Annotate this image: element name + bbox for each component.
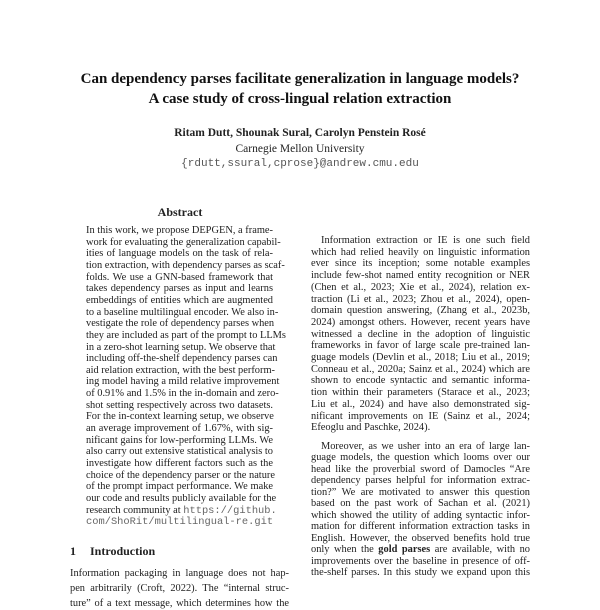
right-para1-line: nificant improvements on IE (Sainz et al., 2024; [311, 410, 530, 422]
abstract-lines-line: of 0.91% and 1.5% in the in-domain and zero- [86, 388, 279, 400]
right-para1-line: which had relied heavily on linguistic information [311, 246, 530, 258]
abstract-lines-line: in a zero-shot learning setup. We observe that [86, 341, 276, 353]
abstract-lines-line: ities of language models on the task of rela- [86, 248, 273, 260]
right-para1-line: ever since its inception; some notable examples [311, 258, 530, 270]
right-para2-line: Moreover, as we usher into an era of large lan- [321, 441, 530, 452]
right-para2-line: improvements over the baseline in presence of off- [311, 555, 530, 567]
right-para2-line: head like the proverbial sword of Damocles “Are [311, 463, 530, 475]
abstract-lines-line: takes dependency parses as input and learns [86, 283, 273, 295]
affiliation: Carnegie Mellon University [235, 143, 365, 155]
right-para1-line: domain question answering, (Zhang et al., 2023b, [311, 305, 530, 317]
right-para1-line: traction (Li et al., 2023; Zhou et al., 2024), open- [311, 293, 530, 305]
right-para2-line [311, 544, 530, 556]
bold-text: gold parses [378, 544, 431, 556]
abstract-lines-line: ing model having a mild relative improvement [86, 376, 280, 388]
right-para2-line: English. However, the observed benefits hold true [311, 532, 530, 544]
abstract-lines-line: also carry out extensive statistical analysis to [86, 446, 273, 458]
abstract-lines-line: shot setting respectively across two datasets. [86, 399, 273, 411]
text-segment: research community at [86, 504, 184, 516]
right-para2-line: mation for different information extraction tasks in [311, 521, 530, 533]
right-para2-line: dependency parses helpful for information extrac- [311, 475, 530, 487]
paper-title-line-2: A case study of cross-lingual relation extraction [148, 91, 452, 107]
abstract-lines-line: to a baseline multilingual encoder. We also in- [86, 306, 279, 318]
abstract-lines-line: folds. We use a GNN-based framework that [86, 271, 273, 283]
abstract-lines-line: an average improvement of 1.67%, with sig- [86, 423, 273, 435]
email: {rdutt,ssural,cprose}@andrew.cmu.edu [181, 158, 419, 170]
abstract-lines-line [86, 504, 277, 517]
right-para1-line: frameworks in favor of large scale pre-trained lan- [311, 340, 530, 352]
abstract-lines-line: of the prompt impact performance. We make [86, 481, 273, 493]
abstract-lines-line: choice of the dependency parser or the nature [86, 469, 275, 481]
abstract-lines-line: they are included as part of the prompt to LLMs [86, 329, 286, 341]
abstract-lines-line: embeddings of entities which are augmented [86, 294, 273, 306]
abstract-lines-line: including off-the-shelf dependency parses can [86, 353, 278, 365]
intro-heading: Introduction [90, 544, 156, 558]
paper-title-line-1: Can dependency parses facilitate generalization in language models? [80, 71, 520, 87]
right-para1-line: Conneau et al., 2020a; Sainz et al., 2024) which are [311, 363, 530, 375]
right-para1-line: Information extraction or IE is one such field [321, 235, 530, 246]
intro-lines-line: ture” of a text message, which determines how the [70, 598, 289, 609]
right-para1-line: tion within their parameters (Starace et al., 2023; [311, 387, 530, 399]
right-para1-line: Liu et al., 2024) and have also demonstrated sig- [311, 398, 530, 410]
right-para2-line: the-shelf parses. In this study we expand upon this [311, 566, 530, 578]
right-para2-line: tion?” We are motivated to answer this question [311, 486, 530, 498]
abstract-lines-line: our code and results publicly available for the [86, 492, 277, 504]
intro-lines-line: Information packaging in language does not hap- [70, 568, 289, 579]
right-para2-line: guage models, the question which looms over our [311, 452, 530, 464]
right-para1-line: shown to encode syntactic and semantic informa- [311, 375, 530, 387]
right-para1-line: guage models (Devlin et al., 2018; Liu et al., 2019; [311, 352, 530, 363]
abstract-lines-line [86, 516, 273, 528]
abstract-lines-line: work for evaluating the generalization capabil- [86, 236, 281, 248]
right-para1-line: Efeoglu and Paschke, 2024). [311, 422, 431, 434]
right-para1-line: include few-shot named entity recognition or NER [311, 270, 530, 282]
right-para1-line: (Chen et al., 2023; Xie et al., 2024), relation ex- [311, 281, 530, 293]
abstract-lines-line: nificant gains for low-performing LLMs. We [86, 434, 273, 446]
right-para1-line: witnessed a decline in the adoption of linguistic [311, 328, 530, 340]
abstract-heading: Abstract [157, 205, 203, 219]
right-para1-line: 2024) amongst others. However, recent years have [311, 316, 530, 328]
intro-lines-line: pen arbitrarily (Croft, 2022). The “internal struc- [70, 583, 289, 594]
abstract-lines-line: For the in-context learning setup, we observe [86, 411, 274, 423]
text-segment: are available, with no [430, 544, 530, 556]
code-url: com/ShoRit/multilingual-re.git [86, 516, 274, 529]
abstract-lines-line: tion extraction, with dependency parses as scaf- [86, 259, 285, 271]
intro-number: 1 [70, 544, 76, 558]
authors: Ritam Dutt, Shounak Sural, Carolyn Penstein Rosé [174, 127, 426, 139]
abstract-lines-line: vestigate the role of dependency parses when [86, 318, 275, 330]
abstract-lines-line: investigate how different factors such as the [86, 458, 273, 469]
abstract-lines-line: aid relation extraction, with the best perform- [86, 364, 275, 376]
right-para2-line: which showed the utility of adding syntactic infor- [311, 509, 530, 521]
text-segment: only when the [311, 544, 379, 556]
abstract-lines-line: In this work, we propose DEPGEN, a frame- [86, 225, 273, 236]
code-url: https://github. [183, 504, 277, 517]
right-para2-line: based on the past work of Sachan et al. (2021) [311, 498, 530, 510]
